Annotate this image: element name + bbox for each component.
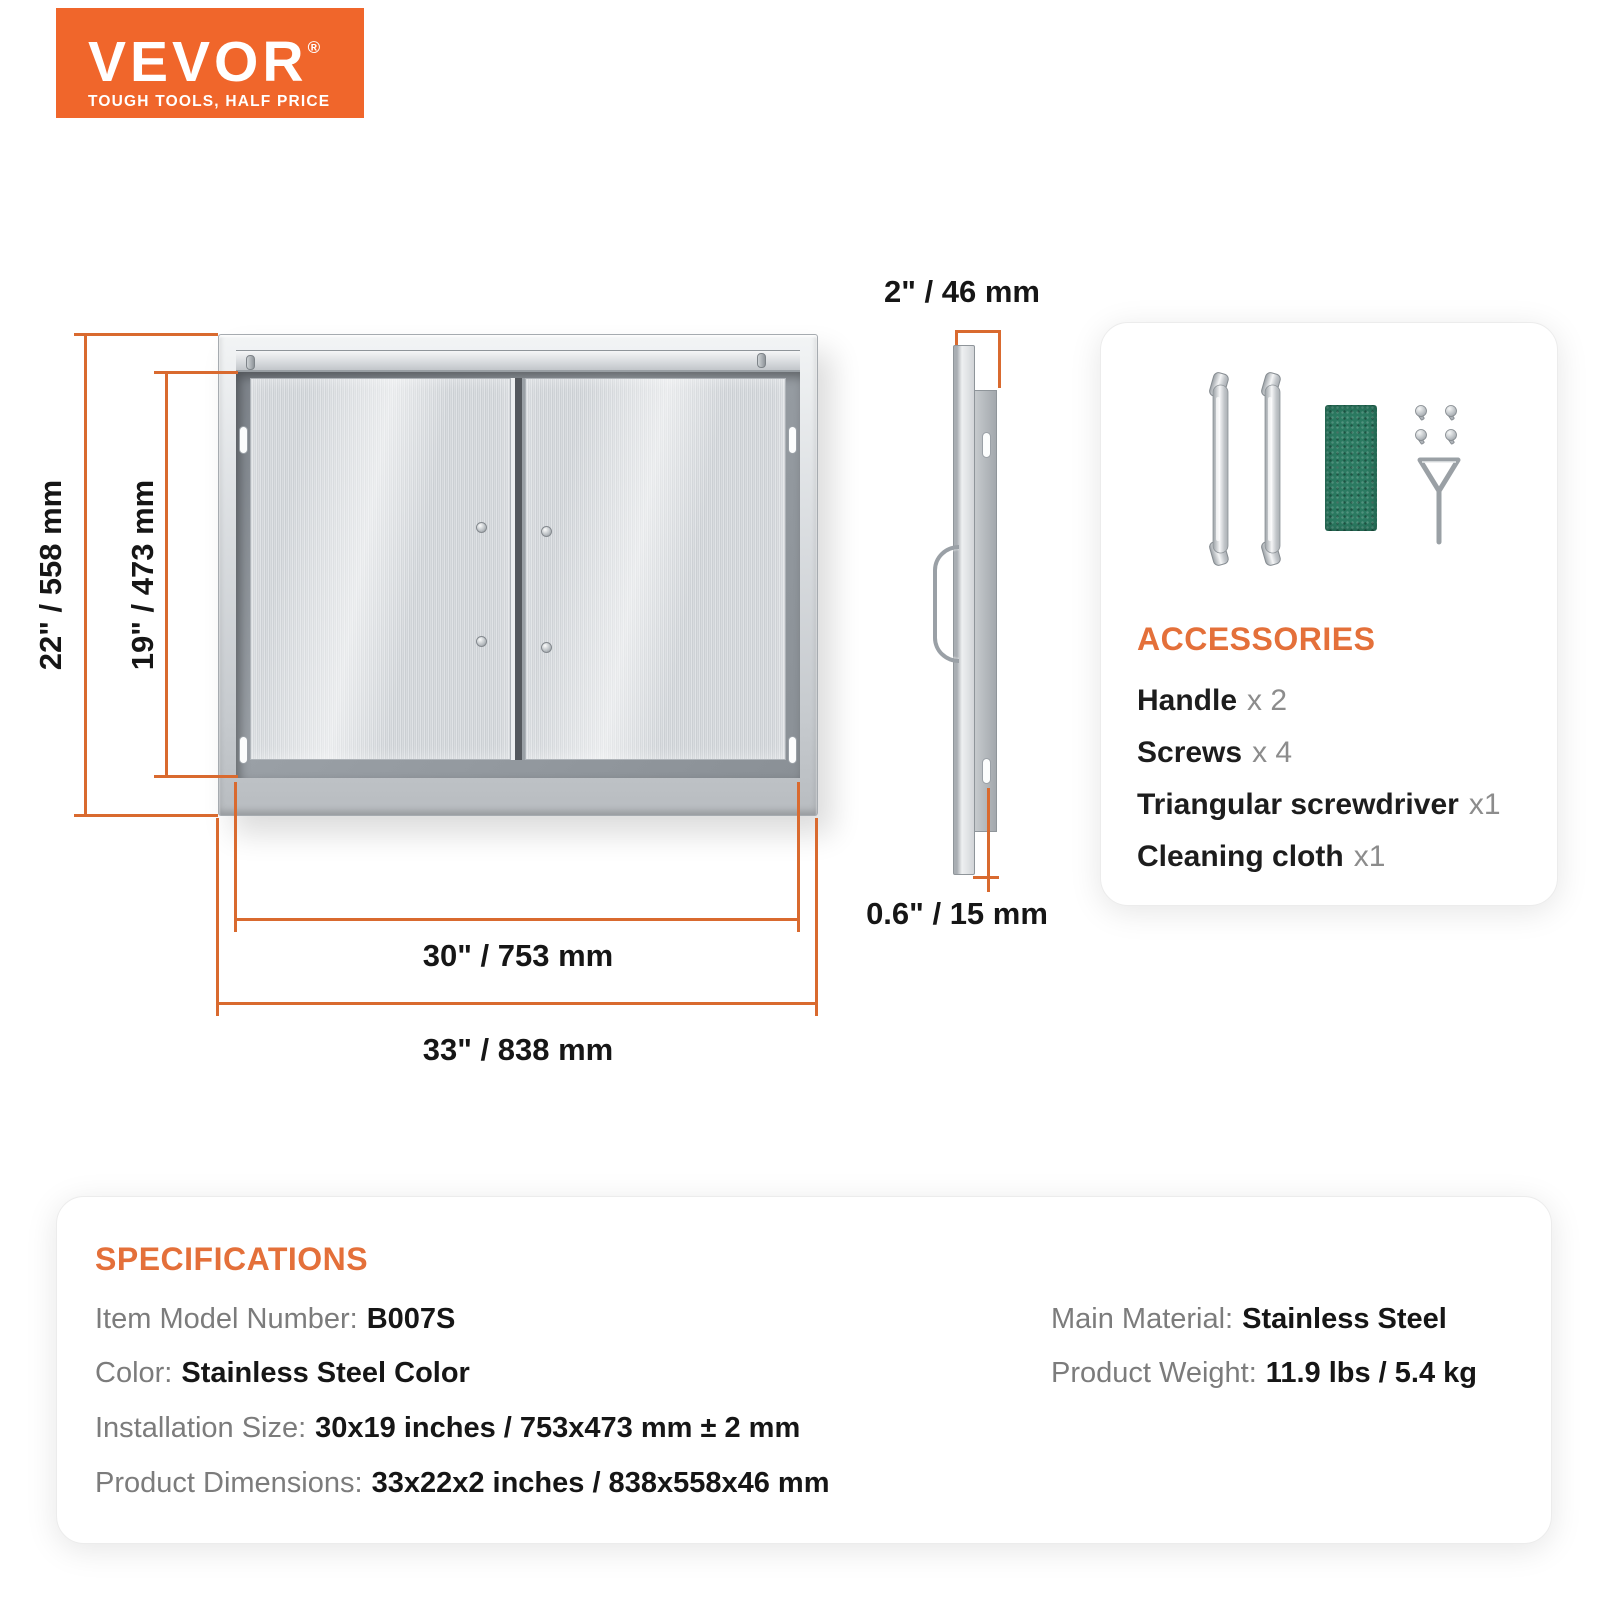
dim-extension [216, 818, 219, 1016]
accessories-card [1100, 322, 1558, 906]
specifications-card [56, 1196, 1552, 1544]
dim-tick [74, 814, 218, 817]
handle-icon [1207, 371, 1235, 567]
mounting-slot [982, 758, 991, 784]
accessory-name: Handle [1137, 684, 1238, 717]
accessory-name: Triangular screwdriver [1137, 788, 1459, 821]
handle-icon [1259, 371, 1287, 567]
door-screw [541, 526, 552, 537]
dim-label-depth: 2" / 46 mm [884, 274, 1040, 309]
door-panel-right [525, 378, 786, 760]
triangular-screwdriver-icon [1413, 453, 1465, 545]
dim-label-inner-height: 19" / 473 mm [125, 479, 160, 671]
spec-value: 30x19 inches / 753x473 mm ± 2 mm [315, 1412, 801, 1444]
door-screw [476, 522, 487, 533]
spec-row-color [95, 1355, 470, 1391]
dim-extension [234, 782, 237, 932]
dim-tick [154, 775, 238, 778]
spec-row-material [1051, 1301, 1447, 1337]
side-handle-arc [933, 545, 959, 663]
dim-extension [815, 818, 818, 1016]
dim-line-inner-width [236, 918, 800, 921]
mounting-slot [982, 432, 991, 458]
cleaning-cloth-icon [1325, 405, 1377, 531]
spec-label: Product Dimensions: [95, 1467, 363, 1499]
dim-tick [74, 333, 218, 336]
spec-label: Product Weight: [1051, 1357, 1257, 1389]
door-screw [541, 642, 552, 653]
accessory-qty: x1 [1353, 840, 1386, 873]
accessory-item [1137, 779, 1501, 831]
spec-value: B007S [366, 1303, 456, 1335]
dim-line-inner-height [165, 372, 168, 778]
dim-line-outer-height [84, 334, 87, 816]
spec-row-model [95, 1301, 455, 1337]
spec-row-installation-size [95, 1410, 800, 1446]
spec-value: Stainless Steel [1242, 1303, 1447, 1335]
accessory-qty: x 4 [1252, 736, 1293, 769]
dim-line-depth [955, 330, 1001, 333]
dim-tick [973, 876, 999, 879]
accessory-name: Cleaning cloth [1137, 840, 1344, 873]
spec-value: 33x22x2 inches / 838x558x46 mm [371, 1467, 830, 1499]
accessories-list [1137, 675, 1501, 883]
accessory-item [1137, 727, 1501, 779]
spec-label: Item Model Number: [95, 1303, 358, 1335]
spec-label: Color: [95, 1357, 173, 1389]
mounting-slot [788, 426, 797, 454]
registered-mark: ® [307, 38, 321, 57]
door-center-divider [511, 378, 525, 760]
spec-value: Stainless Steel Color [181, 1357, 470, 1389]
accessory-name: Screws [1137, 736, 1243, 769]
hinge-pin-left [246, 355, 255, 370]
spec-label: Installation Size: [95, 1412, 307, 1444]
accessory-qty: x1 [1468, 788, 1501, 821]
dim-extension [797, 782, 800, 932]
mounting-slot [239, 736, 248, 764]
spec-row-product-dimensions [95, 1465, 829, 1501]
accessory-item [1137, 675, 1501, 727]
spec-row-weight [1051, 1355, 1477, 1391]
accessories-title: ACCESSORIES [1137, 621, 1376, 657]
mounting-slot [788, 736, 797, 764]
logo-brand-text [88, 18, 364, 92]
logo-wordmark: VEVOR [88, 30, 308, 94]
spec-label: Main Material: [1051, 1303, 1234, 1335]
specifications-title: SPECIFICATIONS [95, 1241, 369, 1277]
door-screw [476, 636, 487, 647]
screws-icon [1407, 403, 1469, 449]
dim-label-inner-width: 30" / 753 mm [422, 938, 614, 973]
accessory-qty: x 2 [1247, 684, 1288, 717]
dim-tick [998, 330, 1001, 388]
dim-line-outer-width [218, 1002, 818, 1005]
logo-tagline: TOUGH TOOLS, HALF PRICE [88, 93, 331, 110]
hinge-pin-right [757, 353, 766, 368]
dim-label-outer-height: 22" / 558 mm [33, 479, 68, 671]
spec-value: 11.9 lbs / 5.4 kg [1265, 1357, 1477, 1389]
dim-tick [154, 371, 238, 374]
dim-label-outer-width: 33" / 838 mm [422, 1032, 614, 1067]
door-top-rail [236, 350, 800, 372]
accessory-item [1137, 831, 1501, 883]
door-panel-left [250, 378, 511, 760]
mounting-slot [239, 426, 248, 454]
dim-label-flange: 0.6" / 15 mm [866, 896, 1048, 931]
vevor-logo [56, 8, 364, 118]
